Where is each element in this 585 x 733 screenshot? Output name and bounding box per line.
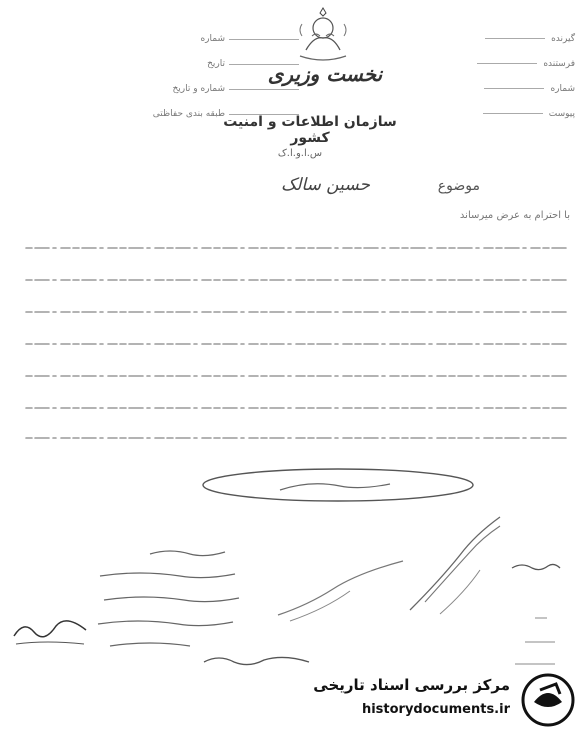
field-number-left: شماره xyxy=(120,27,225,52)
header-fields-right xyxy=(445,27,575,127)
organization-sub-unit: س.ا.و.ا.ک xyxy=(277,148,323,159)
organization-name: سازمان اطلاعات و امنیت کشور xyxy=(223,114,397,146)
salutation: با احترام به عرض میرساند xyxy=(459,210,570,221)
handwritten-bottom-line xyxy=(200,650,315,670)
field-attachment: پیوست xyxy=(445,102,575,127)
subject-value: حسین سالک xyxy=(281,175,370,195)
field-date-left: تاریخ xyxy=(120,52,225,77)
handwritten-note-left xyxy=(90,544,245,654)
oval-stamp xyxy=(200,466,476,504)
field-recipient: گیرنده xyxy=(445,27,575,52)
lion-and-sun-emblem-icon xyxy=(288,6,358,64)
handwritten-note-center xyxy=(270,555,410,625)
watermark xyxy=(296,672,576,730)
subject-label: موضوع xyxy=(437,178,480,194)
field-ref-left: شماره و تاریخ xyxy=(120,77,225,102)
watermark-url: historydocuments.ir xyxy=(361,702,510,717)
ministry-name: نخست وزیری xyxy=(267,62,383,86)
signature-left xyxy=(10,610,90,650)
handwritten-note-right-misc xyxy=(505,612,565,672)
handwritten-note-right-label xyxy=(508,556,563,576)
handwritten-note-diagonal xyxy=(400,510,520,620)
history-documents-logo-icon xyxy=(520,672,576,728)
field-number-right: شماره xyxy=(445,77,575,102)
field-classification: طبقه بندی حفاظتی xyxy=(120,102,225,127)
header-fields-left xyxy=(120,27,225,127)
field-sender: فرستنده xyxy=(445,52,575,77)
watermark-title: مرکز بررسی اسناد تاریخی xyxy=(313,676,510,694)
letter-body-faint-text xyxy=(22,236,570,446)
